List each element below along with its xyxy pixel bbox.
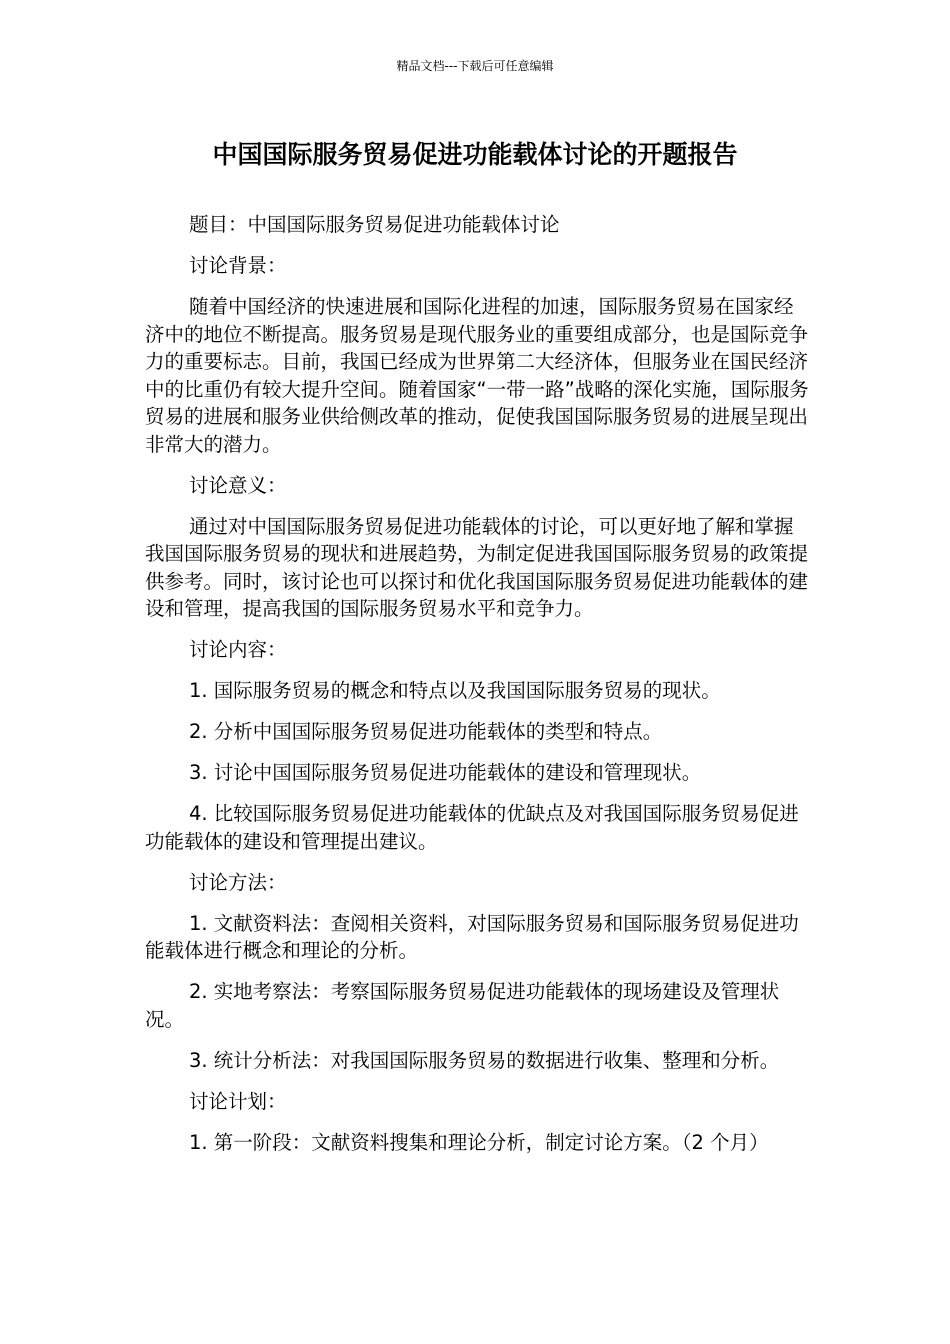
document-title: 中国国际服务贸易促进功能载体讨论的开题报告 [212,140,738,169]
header-note: 精品文档---下载后可任意编辑 [396,59,554,73]
section-heading-plan: 讨论计划： [189,1089,287,1113]
method-item-2: 2. 实地考察法：考察国际服务贸易促进功能载体的现场建设及管理状况。 [145,980,780,1031]
section-heading-background: 讨论背景： [189,254,287,277]
section-heading-methods: 讨论方法： [189,870,287,894]
method-item-3: 3. 统计分析法：对我国国际服务贸易的数据进行收集、整理和分析。 [189,1048,780,1072]
content-item-4: 4. 比较国际服务贸易促进功能载体的优缺点及对我国国际服务贸易促进功能载体的建设和管理提出建议。 [145,802,799,853]
section-heading-content: 讨论内容： [189,638,287,661]
document-body [145,211,810,1170]
content-item-3: 3. 讨论中国国际服务贸易促进功能载体的建设和管理现状。 [189,761,702,784]
plan-item-1: 1. 第一阶段：文献资料搜集和理论分析，制定讨论方案。（2 个月） [189,1130,769,1154]
content-item-2: 2. 分析中国国际服务贸易促进功能载体的类型和特点。 [189,720,663,743]
content-item-1: 1. 国际服务贸易的概念和特点以及我国国际服务贸易的现状。 [189,679,721,702]
section-heading-significance: 讨论意义： [189,473,287,497]
background-paragraph: 随着中国经济的快速进展和国际化进程的加速，国际服务贸易在国家经济中的地位不断提高。服务贸易是现代服务业的重要组成部分，也是国际竞争力的重要标志。目前，我国已经成为世界第二大经济体，但服务业在国民经济中的比重仍有较大提升空间。随着国家“一带一路”战略的深化实施，国际服务贸易的进展和服务业供给侧改革的推动，促使我国国际服务贸易的进展呈现出非常大的潜力。 [145,295,809,456]
significance-paragraph: 通过对中国国际服务贸易促进功能载体的讨论，可以更好地了解和掌握我国国际服务贸易的现状和进展趋势，为制定促进我国国际服务贸易的政策提供参考。同时，该讨论也可以探讨和优化我国国际服务贸易促进功能载体的建设和管理，提高我国的国际服务贸易水平和竞争力。 [145,514,809,620]
topic-line: 题目：中国国际服务贸易促进功能载体讨论 [189,213,560,236]
method-item-1: 1. 文献资料法：查阅相关资料，对国际服务贸易和国际服务贸易促进功能载体进行概念和理论的分析。 [145,911,799,962]
